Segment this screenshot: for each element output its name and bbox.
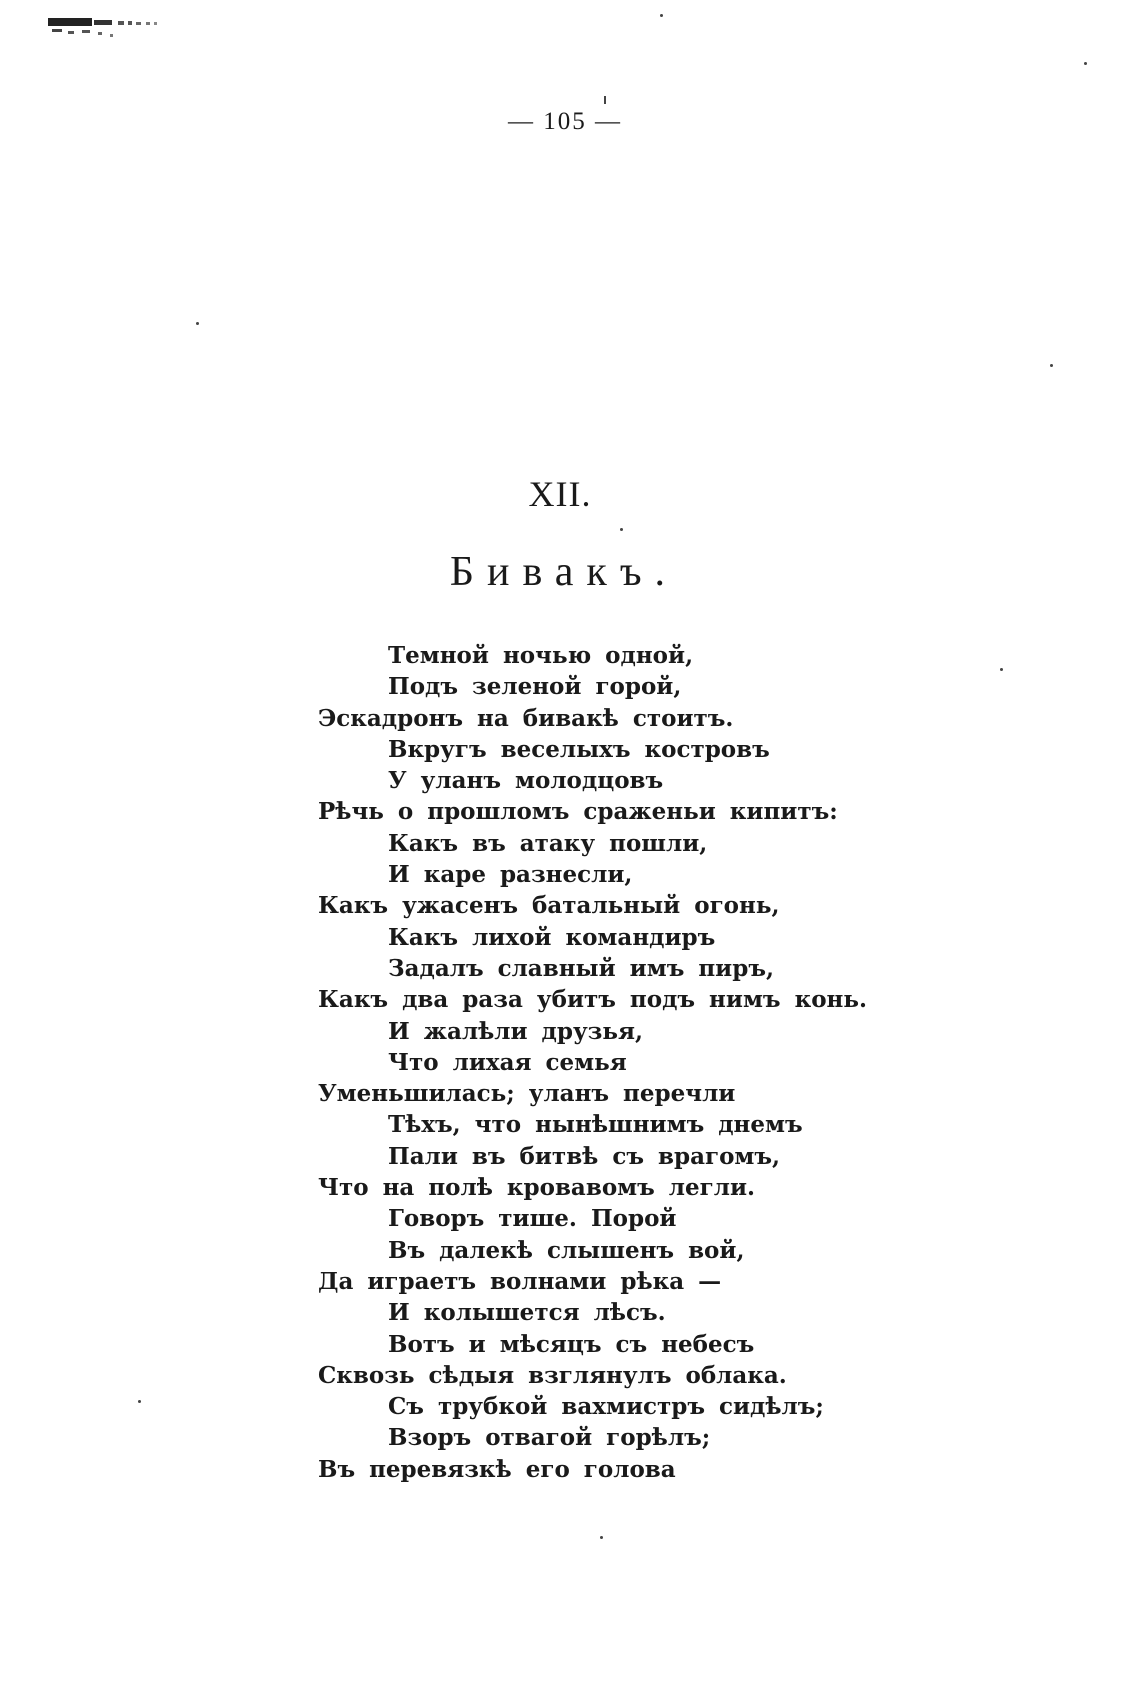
poem-line: Взоръ отвагой горѣлъ;	[388, 1424, 711, 1452]
page-number: — 105 —	[508, 108, 622, 135]
poem-line: Что лихая семья	[388, 1048, 627, 1076]
poem-line: Въ перевязкѣ его голова	[318, 1455, 676, 1483]
poem-body	[318, 640, 878, 1485]
poem-line: Тѣхъ, что нынѣшнимъ днемъ	[388, 1111, 803, 1139]
scan-speck	[660, 14, 663, 17]
poem-line: Вотъ и мѣсяцъ съ небесъ	[388, 1330, 755, 1358]
poem-line: Уменьшилась; уланъ перечли	[318, 1080, 736, 1108]
poem-line: Сквозь сѣдыя взглянулъ облака.	[318, 1361, 787, 1389]
poem-line: Какъ въ атаку пошли,	[388, 829, 708, 857]
scan-speck	[604, 96, 606, 104]
poem-line: Какъ ужасенъ батальный огонь,	[318, 892, 780, 920]
poem-line: Въ далекѣ слышенъ вой,	[388, 1236, 745, 1264]
poem-line: Да играетъ волнами рѣка —	[318, 1267, 722, 1295]
poem-line: Темной ночью одной,	[388, 642, 694, 669]
poem-line: И жалѣли друзья,	[388, 1017, 643, 1045]
scan-speck	[138, 1400, 141, 1403]
poem-line: Вкругъ веселыхъ костровъ	[388, 735, 770, 763]
scan-speck	[600, 1536, 603, 1539]
poem-line: Что на полѣ кровавомъ легли.	[318, 1174, 756, 1202]
scan-speck	[620, 528, 623, 531]
poem-line: Пали въ битвѣ съ врагомъ,	[388, 1142, 781, 1170]
poem-line: Какъ лихой командиръ	[388, 923, 716, 951]
poem-title: Бивакъ.	[449, 549, 679, 595]
scan-speck	[1050, 364, 1053, 367]
scan-speck	[1000, 668, 1003, 671]
poem-line: И колышется лѣсъ.	[388, 1299, 666, 1327]
poem-line: Говоръ тише. Порой	[388, 1205, 677, 1233]
poem-line: У уланъ молодцовъ	[388, 767, 664, 795]
scan-speck	[1084, 62, 1087, 65]
poem-line: Какъ два раза убитъ подъ нимъ конь.	[318, 986, 867, 1014]
scan-speck	[196, 322, 199, 325]
poem-line: Задалъ славный имъ пиръ,	[388, 954, 774, 982]
poem-line: Подъ зеленой горой,	[388, 673, 682, 701]
poem-line: И каре разнесли,	[388, 861, 633, 889]
poem-line: Эскадронъ на бивакѣ стоитъ.	[318, 704, 734, 732]
poem-line: Съ трубкой вахмистръ сидѣлъ;	[388, 1393, 824, 1421]
stamp-fragment-image	[48, 14, 188, 40]
poem-line: Рѣчь о прошломъ сраженьи кипитъ:	[318, 798, 838, 826]
chapter-number: XII.	[528, 474, 592, 514]
